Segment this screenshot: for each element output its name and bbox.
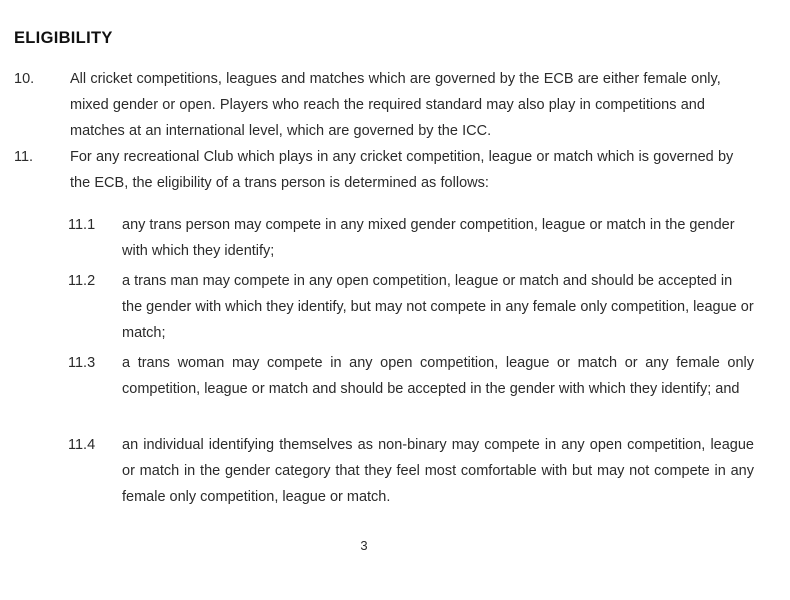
subclause-text: a trans man may compete in any open competition, league or match and should be accepted in the gender with which they identify, but may not compete in any female only competition, league or match; — [122, 273, 754, 341]
subclause-number: 11.4 — [68, 437, 96, 453]
subclause-number: 11.3 — [68, 355, 96, 371]
subclause-number: 11.2 — [68, 273, 96, 289]
subclause-11-4 — [68, 432, 754, 510]
subclause-text: any trans person may compete in any mixed gender competition, league or match in the gender with which they identify; — [122, 217, 735, 259]
clause-number: 11. — [14, 149, 34, 165]
clause-10 — [14, 66, 754, 144]
page-number: 3 — [360, 538, 368, 553]
page-title: ELIGIBILITY — [14, 29, 113, 47]
subclause-11-1 — [68, 212, 754, 264]
subclause-11-3 — [68, 350, 754, 402]
subclause-text: an individual identifying themselves as non-binary may compete in any open competition, league or match in the gender category that they feel most comfortable with but may not compete in any female only competition, league or match. — [122, 437, 754, 505]
clause-text: For any recreational Club which plays in any cricket competition, league or match which is governed by the ECB, the eligibility of a trans person is determined as follows: — [70, 149, 734, 191]
subclause-11-2 — [68, 268, 754, 346]
subclause-text: a trans woman may compete in any open competition, league or match or any female only competition, league or match and should be accepted in the gender with which they identify; and — [122, 355, 754, 397]
clause-number: 10. — [14, 71, 35, 87]
subclause-number: 11.1 — [68, 217, 96, 233]
clause-11 — [14, 144, 754, 196]
clause-text: All cricket competitions, leagues and matches which are governed by the ECB are either female only, mixed gender or open. Players who reach the required standard may also play in competitions and matches at an international level, which are governed by the ICC. — [70, 71, 721, 139]
